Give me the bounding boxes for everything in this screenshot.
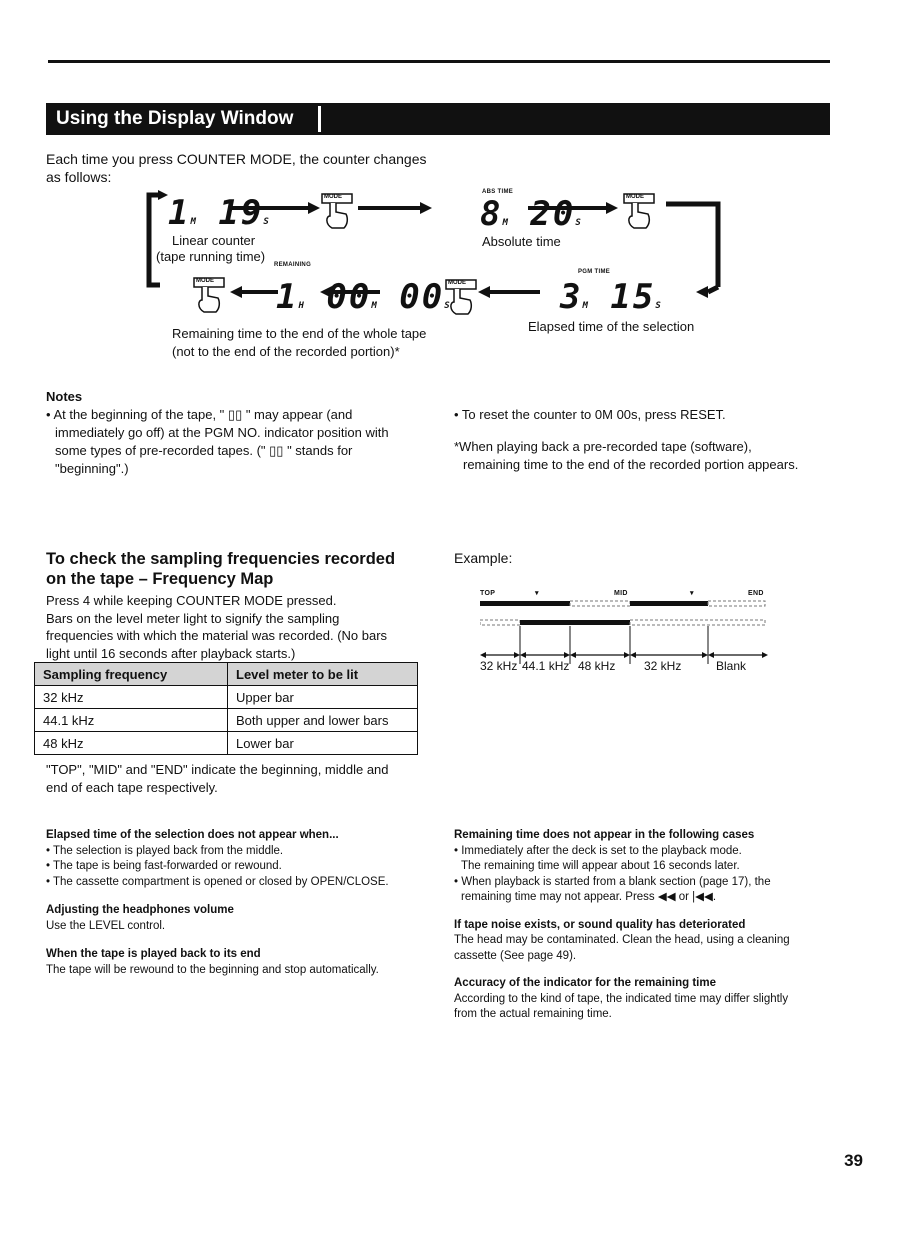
cycle-arrow-bottom-1: [478, 286, 490, 298]
segment-label: 44.1 kHz: [522, 659, 570, 673]
section-title: Using the Display Window: [56, 108, 294, 129]
section-banner: [46, 103, 830, 135]
cycle-line-left: [149, 204, 160, 285]
table-header-row: [35, 663, 418, 686]
tips-left: Elapsed time of the selection does not appear when... • The selection is played back from the middle. • The tape is being fast-forwarded or rewound. • The cassette compartment is opened or closed by OPEN/CLOSE. Adjusting the headphones volume Use the LEVEL control. When the tape is played back to its end The tape will be rewound to the beginning and stop automatically.: [46, 828, 446, 978]
table-cell: Upper bar: [228, 686, 418, 709]
cycle-line-right: [666, 204, 718, 287]
notes-footnote: *When playing back a pre-recorded tape (software), remaining time to the end of the recorded portion appears.: [454, 439, 799, 472]
remaining-tag: REMAINING: [274, 262, 312, 268]
table-row: [35, 686, 418, 709]
tip-title: Accuracy of the indicator for the remaining time: [454, 977, 716, 989]
tips-right: Remaining time does not appear in the following cases • Immediately after the deck is set to the playback mode. The remaining time will appear about 16 seconds later. • When playback is started from a blank section (page 17), the remaining time may not appear. Press ◀◀ or |◀◀. If tape noise exists, or sound quality has deteriorated The head may be contaminated. Clean the head, using a cleaning cassette (See page 49). Accuracy of the indicator for the remaining time According to the kind of tape, the indicated time may differ slightly from the actual remaining time.: [454, 828, 854, 1023]
freq-map-heading: To check the sampling frequencies recorded on the tape – Frequency Map: [46, 550, 396, 588]
tip-title: Remaining time does not appear in the following cases: [454, 829, 755, 841]
tip-title: Elapsed time of the selection does not appear when...: [46, 829, 339, 841]
page-number: 39: [844, 1151, 863, 1170]
pgm-time-tag: PGM TIME: [578, 269, 611, 275]
segment-label: Blank: [716, 659, 747, 673]
linear-counter-label: Linear counter (tape running time): [156, 233, 266, 264]
pgm-time-display: 3M 15S: [560, 277, 661, 317]
intro-text: Each time you press COUNTER MODE, the counter changes as follows:: [46, 151, 427, 185]
table-row: [35, 709, 418, 732]
table-cell: 32 kHz: [35, 686, 228, 709]
segment-label: 32 kHz: [644, 659, 682, 673]
mode-label-2: MODE: [626, 194, 644, 200]
cycle-arrow-bottom-3: [230, 286, 242, 298]
tip-title: When the tape is played back to its end: [46, 948, 261, 960]
tip-title: If tape noise exists, or sound quality has deteriorated: [454, 918, 746, 931]
upper-bar: [480, 601, 765, 606]
marker-1: ▾: [535, 590, 539, 597]
segment-label: 48 kHz: [578, 659, 616, 673]
pgm-time-label: Elapsed time of the selection: [528, 319, 695, 334]
table-header: Level meter to be lit: [228, 663, 418, 686]
absolute-time-label: Absolute time: [482, 234, 561, 249]
freq-map-footer: "TOP", "MID" and "END" indicate the beginning, middle and end of each tape respectively.: [46, 762, 389, 795]
top-rule: [48, 60, 830, 63]
remaining-time-label: Remaining time to the end of the whole tape (not to the end of the recorded portion)*: [172, 326, 427, 359]
absolute-time-display: 8M 20S: [480, 194, 581, 234]
frequency-table: [34, 662, 418, 755]
cycle-arrow-top-1: [308, 202, 320, 214]
lower-bar: [480, 620, 765, 625]
cycle-arrow-left: [158, 190, 168, 200]
table-cell: 48 kHz: [35, 732, 228, 755]
marker-top: TOP: [480, 590, 496, 597]
cycle-arrow-top-3: [606, 202, 618, 214]
table-cell: Lower bar: [228, 732, 418, 755]
notes-reset: • To reset the counter to 0M 00s, press RESET.: [454, 407, 726, 422]
freq-map-body: Press 4 while keeping COUNTER MODE pressed. Bars on the level meter light to signify the sampling frequencies with which the material was recorded. (No bars light until 16 seconds after playback starts.): [46, 593, 388, 661]
banner-divider: [318, 106, 321, 132]
example-label: Example:: [454, 550, 513, 566]
segment-label: 32 kHz: [480, 659, 518, 673]
table-cell: 44.1 kHz: [35, 709, 228, 732]
cycle-arrow-right: [696, 286, 708, 298]
marker-2: ▾: [690, 590, 694, 597]
mode-label-3: MODE: [448, 280, 466, 286]
table-row: [35, 732, 418, 755]
marker-mid: MID: [614, 590, 628, 597]
abs-time-tag: ABS TIME: [482, 189, 514, 195]
frequency-map-example: [480, 598, 770, 668]
table-header: Sampling frequency: [35, 663, 228, 686]
remaining-time-display: 1H 00M 00S: [276, 277, 450, 317]
table-cell: Both upper and lower bars: [228, 709, 418, 732]
notes-left: • At the beginning of the tape, " ▯▯ " may appear (and immediately go off) at the PGM NO. indicator position with some types of pre-recorded tapes. (" ▯▯ " stands for "beginning".): [46, 407, 389, 476]
mode-label-4: MODE: [196, 278, 214, 284]
tip-title: Adjusting the headphones volume: [46, 904, 234, 916]
linear-counter-display: 1M 19S: [168, 193, 269, 233]
mode-label-1: MODE: [324, 194, 342, 200]
cycle-arrow-top-2: [420, 202, 432, 214]
notes-heading: Notes: [46, 389, 83, 404]
marker-end: END: [748, 590, 764, 597]
